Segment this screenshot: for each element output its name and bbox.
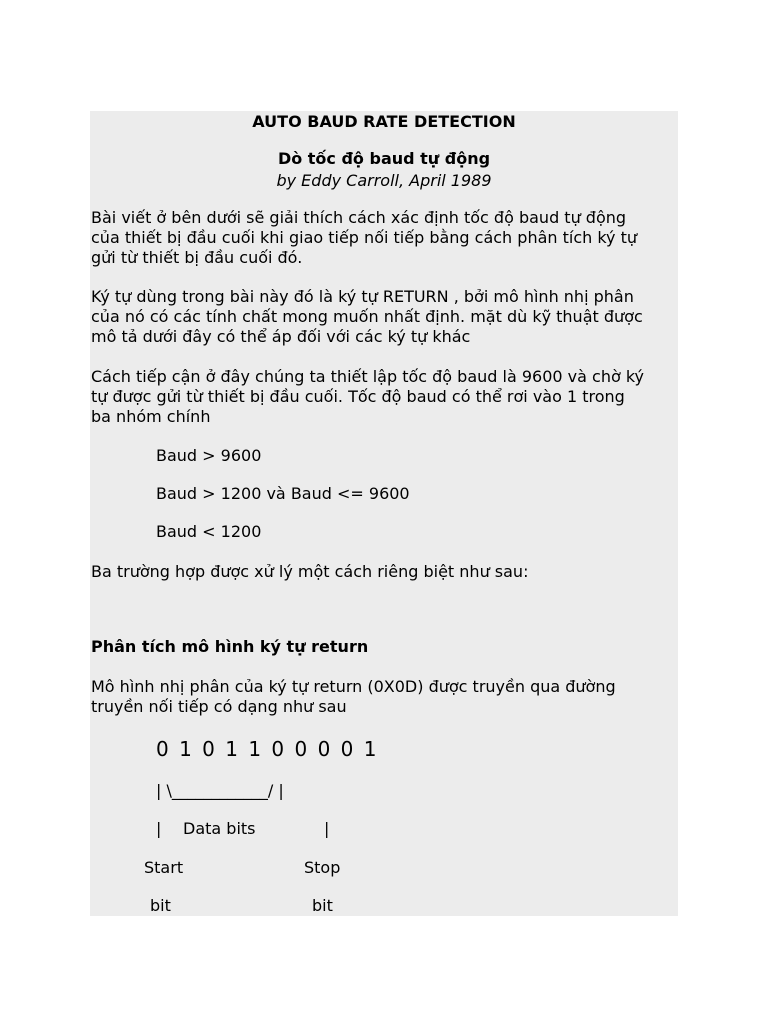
paragraph-line: Mô hình nhị phân của ký tự return (0X0D) được truyền qua đường: [91, 677, 616, 696]
bit-bracket-line: | \____________/ |: [156, 781, 284, 800]
paragraph-line: ba nhóm chính: [91, 407, 211, 426]
cases-intro: Ba trường hợp được xử lý một cách riêng biệt như sau:: [91, 562, 529, 581]
document-subtitle: Dò tốc độ baud tự động: [277, 149, 491, 168]
case-item: Baud > 1200 và Baud <= 9600: [156, 484, 410, 503]
start-label: Start: [144, 858, 184, 877]
paragraph-line: Ký tự dùng trong bài này đó là ký tự RETURN , bởi mô hình nhị phân: [91, 287, 634, 306]
paragraph-approach: [91, 367, 681, 427]
bit-pattern: 0 1 0 1 1 0 0 0 0 1: [156, 737, 379, 761]
paragraph-line: tự được gửi từ thiết bị đầu cuối. Tốc độ baud có thể rơi vào 1 trong: [91, 387, 625, 406]
data-bits-right-bar: |: [324, 819, 330, 838]
paragraph-line: gửi từ thiết bị đầu cuối đó.: [91, 248, 303, 267]
data-bits-label: Data bits: [183, 819, 256, 838]
paragraph-return-char: [91, 287, 681, 347]
byline: by Eddy Carroll, April 1989: [276, 171, 492, 190]
data-bits-left-bar: |: [156, 819, 162, 838]
stop-bit-label: bit: [312, 896, 333, 915]
paragraph-intro: [91, 208, 681, 268]
paragraph-line: truyền nối tiếp có dạng như sau: [91, 697, 347, 716]
stop-label: Stop: [304, 858, 341, 877]
case-item: Baud > 9600: [156, 446, 262, 465]
start-bit-label: bit: [150, 896, 171, 915]
paragraph-line: của nó có các tính chất mong muốn nhất định. mặt dù kỹ thuật được: [91, 307, 643, 326]
paragraph-binary-pattern: [91, 677, 681, 717]
section-heading: Phân tích mô hình ký tự return: [91, 637, 369, 656]
paragraph-line: Bài viết ở bên dưới sẽ giải thích cách xác định tốc độ baud tự động: [91, 208, 627, 227]
paragraph-line: mô tả dưới đây có thể áp đối với các ký tự khác: [91, 327, 471, 346]
document-title: AUTO BAUD RATE DETECTION: [252, 112, 516, 131]
paragraph-line: của thiết bị đầu cuối khi giao tiếp nối tiếp bằng cách phân tích ký tự: [91, 228, 638, 247]
case-item: Baud < 1200: [156, 522, 262, 541]
paragraph-line: Cách tiếp cận ở đây chúng ta thiết lập tốc độ baud là 9600 và chờ ký: [91, 367, 644, 386]
document-page: [90, 111, 678, 916]
